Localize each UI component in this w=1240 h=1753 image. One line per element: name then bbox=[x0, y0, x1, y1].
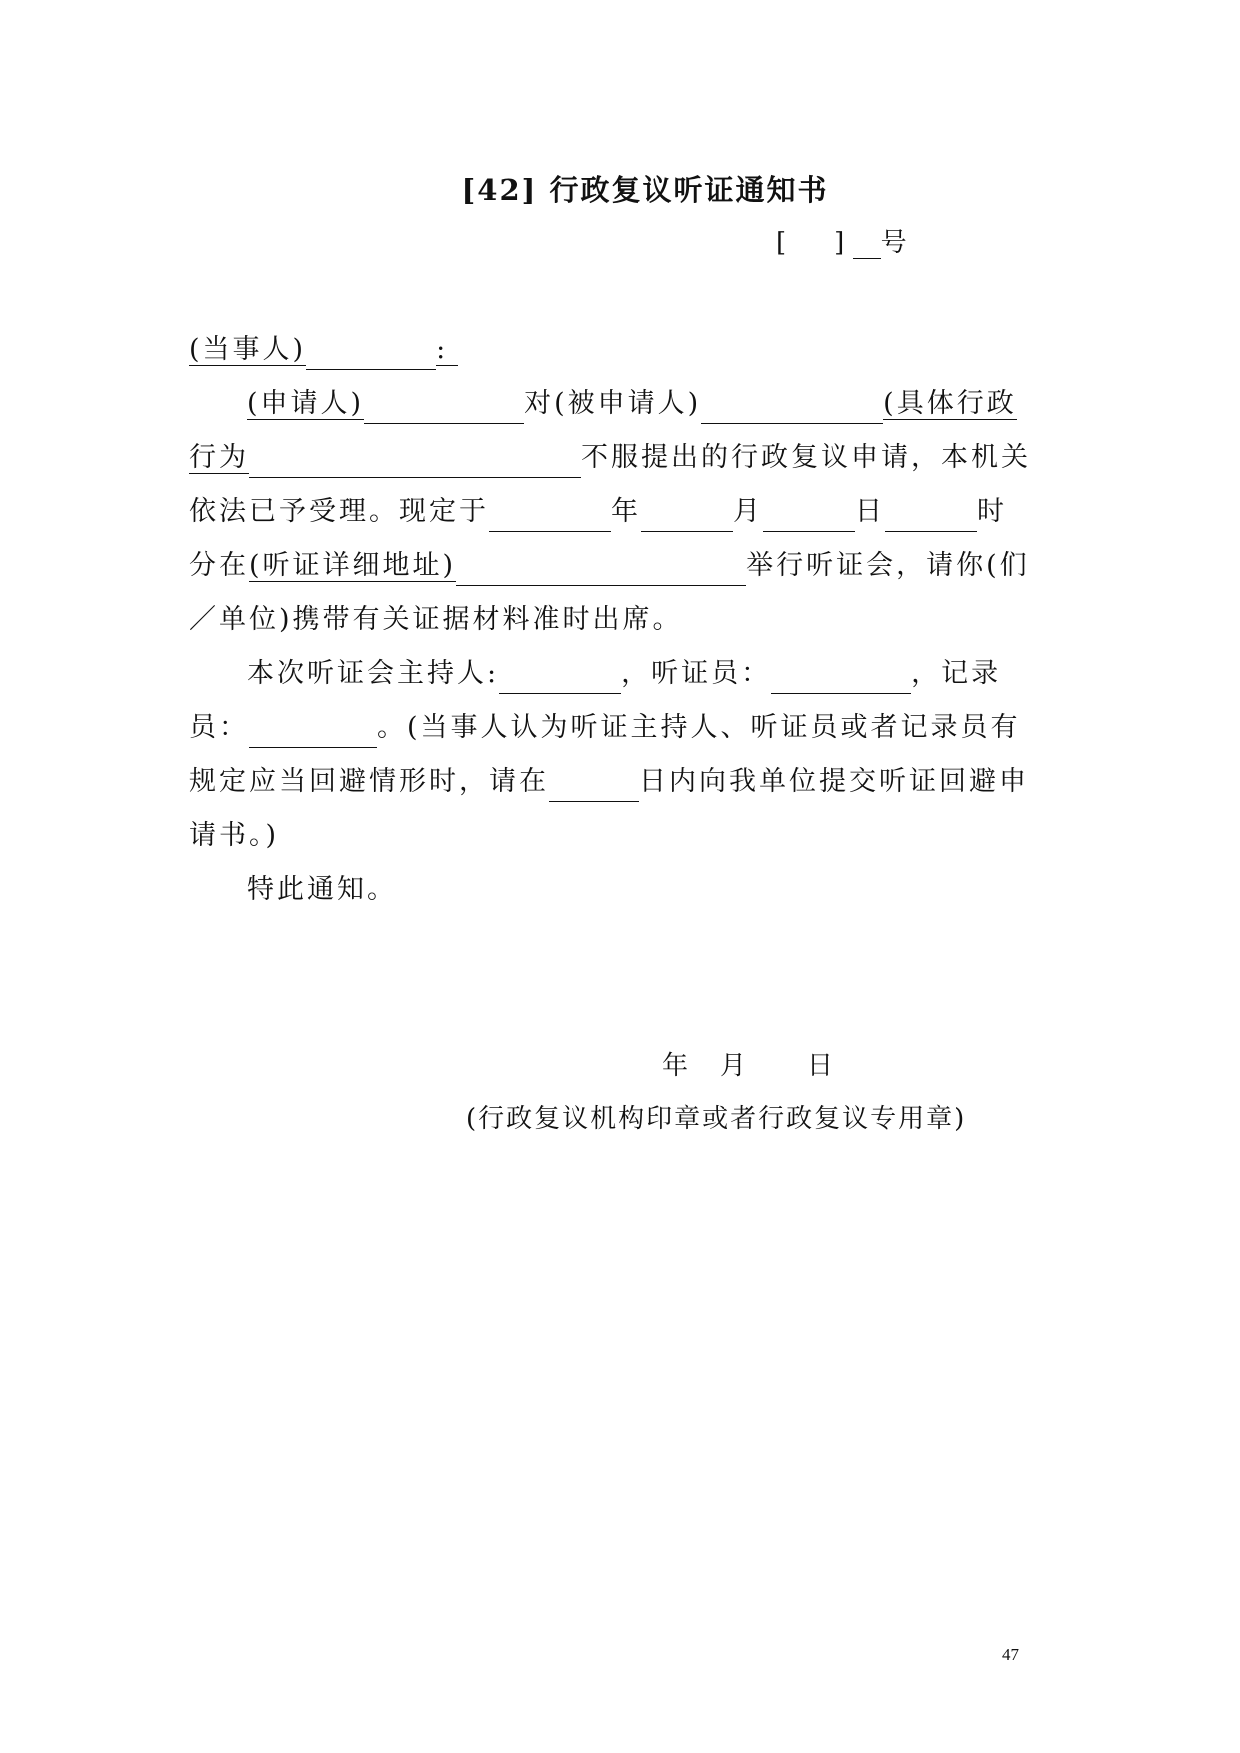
recorder-label-b: 员： bbox=[189, 712, 249, 743]
recorder-blank[interactable] bbox=[249, 713, 377, 748]
addressee-colon: : bbox=[436, 334, 458, 366]
para1-line3 bbox=[189, 492, 1007, 532]
officer-blank[interactable] bbox=[771, 659, 911, 694]
address-blank[interactable] bbox=[456, 551, 746, 586]
para1-line5: ／单位)携带有关证据材料准时出席。 bbox=[189, 604, 683, 635]
para1-line2 bbox=[189, 438, 1031, 478]
para2-line1 bbox=[247, 654, 1001, 694]
fen-zai: 分在 bbox=[189, 550, 249, 581]
applicant-blank[interactable] bbox=[364, 389, 524, 424]
host-blank[interactable] bbox=[499, 659, 621, 694]
days-blank[interactable] bbox=[549, 767, 639, 802]
document-number bbox=[776, 222, 907, 259]
para2-line3 bbox=[189, 762, 1029, 802]
act-label-a: (具体行政 bbox=[883, 388, 1017, 419]
address-label: (听证详细地址) bbox=[249, 550, 457, 581]
month-label: 月 bbox=[733, 496, 763, 527]
docno-close-bracket: ] bbox=[834, 228, 845, 258]
para2-line4: 请书。) bbox=[189, 820, 280, 851]
month-blank[interactable] bbox=[641, 497, 733, 532]
signature-date: 年 月 日 bbox=[662, 1051, 837, 1081]
applicant-label: (申请人) bbox=[247, 388, 365, 419]
addressee-label: (当事人) bbox=[189, 334, 307, 365]
para2-line2 bbox=[189, 708, 1021, 748]
act-label-b: 行为 bbox=[189, 442, 249, 473]
hour-label: 时 bbox=[977, 496, 1007, 527]
document-title: [42] 行政复议听证通知书 bbox=[461, 173, 829, 207]
year-label: 年 bbox=[611, 496, 641, 527]
host-label: 本次听证会主持人: bbox=[247, 658, 500, 689]
para1-text2: 依法已予受理。现定于 bbox=[189, 496, 489, 527]
year-blank[interactable] bbox=[489, 497, 611, 532]
addressee-line bbox=[189, 330, 458, 370]
para2-text2a: 规定应当回避情形时，请在 bbox=[189, 766, 549, 797]
addressee-blank[interactable] bbox=[306, 335, 436, 370]
signature-seal: (行政复议机构印章或者行政复议专用章) bbox=[466, 1104, 967, 1134]
docno-open-bracket: [ bbox=[776, 228, 787, 258]
respondent-label: 对(被申请人) bbox=[524, 388, 702, 419]
respondent-blank[interactable] bbox=[701, 389, 883, 424]
para1-text1: 不服提出的行政复议申请，本机关 bbox=[581, 442, 1031, 473]
day-label: 日 bbox=[855, 496, 885, 527]
act-blank[interactable] bbox=[249, 443, 581, 478]
docno-suffix: 号 bbox=[880, 228, 907, 258]
day-blank[interactable] bbox=[763, 497, 855, 532]
recorder-label-a: ，记录 bbox=[911, 658, 1002, 689]
page-number: 47 bbox=[1002, 1645, 1019, 1664]
para1-text3: 举行听证会，请你(们 bbox=[746, 550, 1030, 581]
hour-blank[interactable] bbox=[885, 497, 977, 532]
para1-line4 bbox=[189, 546, 1030, 586]
para2-text2b: 日内向我单位提交听证回避申 bbox=[639, 766, 1029, 797]
officer-label: ，听证员： bbox=[621, 658, 772, 689]
para1-line1 bbox=[247, 384, 1017, 424]
para2-text1: 。(当事人认为听证主持人、听证员或者记录员有 bbox=[377, 712, 1021, 743]
docno-blank[interactable] bbox=[853, 230, 881, 259]
closing-text: 特此通知。 bbox=[247, 874, 397, 905]
